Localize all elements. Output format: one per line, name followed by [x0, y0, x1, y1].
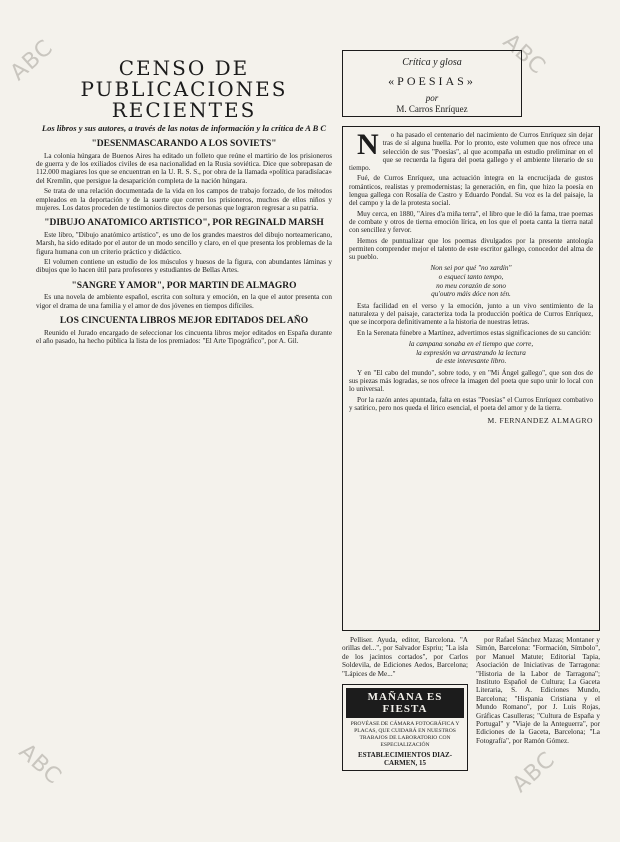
ad-address: ESTABLECIMIENTOS DIAZ-CARMEN, 15 — [357, 751, 453, 768]
advertisement — [342, 684, 468, 771]
ad-title: MAÑANA ES FIESTA — [346, 688, 464, 718]
watermark: ABC — [5, 35, 59, 86]
article-heading: "SANGRE Y AMOR", POR MARTIN DE ALMAGRO — [71, 280, 297, 291]
book-list-text: Pelliser. Ayuda, editor, Barcelona. "A orillas del...", por Salvador Espriu; "La isla de los jacintos cortados", por Carlos Soldevila, de Ediciones Aedos, Barcelona; "Lápices de Me..." — [342, 636, 468, 678]
article-paragraph: El volumen contiene un estudio de los músculos y huesos de la figura, con abundantes láminas y dibujos que lo hacen útil para profesores y estudiantes de Bellas Artes. — [36, 258, 332, 275]
article-paragraph: La colonia húngara de Buenos Aires ha editado un folleto que reúne el martirio de los prisioneros de guerra y de los exiliados civiles de esa nacionalidad en la Rusia soviética. Dice que sobrepasan de 112.000 magiares los que se encuentran en la U. R. S. S., por obra de la llamada «política paradisíaca» del Kremlin, que persigue la desaparición completa de la nación húngara. — [36, 151, 332, 185]
essay-paragraph: En la Serenata fúnebre a Martínez, advertimos estas significaciones de su canción: — [357, 328, 592, 337]
essay-paragraph: Y en "El cabo del mundo", sobre todo, y en "Mi Ángel gallego", que son dos de sus piezas más logradas, se nos ofrece la imagen del poeta que supo unir lo local con lo universal. — [349, 368, 593, 394]
article-heading: "DIBUJO ANATOMICO ARTISTICO", POR REGINALD MARSH — [44, 218, 324, 229]
essay-paragraph: Esta facilidad en el verso y la emoción, junto a un vivo sentimiento de la naturaleza y del paisaje, caracteriza toda la producción poética de Curros Enríquez, que se incorpora definitivamente a la historia de nuestras letras. — [349, 301, 593, 327]
essay-paragraph: Fué, de Curros Enríquez, una actuación íntegra en la encrucijada de gustos románticos, realistas y premodernistas; la generación, en fin, que hizo la poesía en lengua gallega con Rosalía de Castro y Eduardo Pondal. Su voz es la del paisaje, la del campo y la de la protesta social. — [349, 174, 593, 208]
drop-cap: N — [357, 128, 379, 161]
article-heading: "DESENMASCARANDO A LOS SOVIETS" — [91, 139, 277, 149]
review-by: por — [425, 93, 439, 103]
review-author: M. Carros Enríquez — [396, 104, 468, 114]
book-list-continued — [342, 636, 468, 836]
book-list-column — [476, 636, 600, 836]
article-cincuenta-libros — [36, 316, 332, 345]
watermark: ABC — [497, 29, 551, 80]
article-sangre-y-amor — [36, 281, 332, 310]
article-soviets — [36, 139, 332, 212]
review-title: «POESIAS» — [388, 74, 476, 88]
poetry-review-header — [342, 50, 522, 117]
ad-body: PROVÉASE DE CÁMARA FOTOGRÁFICA Y PLACAS, QUE CUIDARÁ EN NUESTROS TRABAJOS DE LABORATORIO CON ESPECIALIZACIÓN — [350, 721, 460, 749]
lower-right-area — [342, 636, 600, 836]
article-heading: LOS CINCUENTA LIBROS MEJOR EDITADOS DEL AÑO — [59, 316, 309, 327]
article-paragraph: Reunido el Jurado encargado de seleccionar los cincuenta libros mejor editados en España durante el año pasado, ha hecho pública la lista de los premiados: "El Arte Tipográfico", por A. Gil. — [36, 328, 332, 346]
essay-paragraph: Hemos de puntualizar que los poemas divulgados por la presente antología permiten comprender mejor el talento de este escritor gallego, conocedor del alma de su pueblo. — [349, 236, 593, 262]
article-paragraph: Se trata de una relación documentada de la vida en los campos de trabajo forzado, de los métodos empleados en la deportación y de la suerte que corren los prisioneros, muchos de ellos niños y mujeres. Los datos proceden de testimonios directos de personas que lograron regresar a su patria. — [36, 187, 332, 212]
article-paragraph: Es una novela de ambiente español, escrita con soltura y emoción, en la que el autor presenta con vigor el drama de una familia y el amor de dos jóvenes en tiempos difíciles. — [36, 293, 332, 310]
review-kicker: Crítica y glosa — [402, 57, 462, 68]
book-list-text: por Rafael Sánchez Mazas; Montaner y Simón, Barcelona: "Formación, Símbolo", por Manuel Matute; Editorial Tapia, Asociación de Iniciativas de Tarragona: "Historia de la Labor de Tarragona"; Instituto Español de Cultura; La Gaceta Literaria, S. A. Ediciones Mundo, Barcelona; "Hispania Cristiana y el Mundo Romano", por J. Luis Rojas, Gráficas Casulleras; "Cultura de España y Portugal" y "Viaje de la Anteguerra", por Ediciones de la Gaceta, Barcelona; "La Fotografía", por Ramón Gómez. — [476, 636, 600, 745]
essay-paragraph: N o ha pasado el centenario del nacimiento de Curros Enríquez sin dejar tras de sí alguna huella. Por lo pronto, este volumen que nos ofrece una selección de sus "Poesías", al que acompaña un estudio preliminar en el que se recuerda la figura del poeta gallego y el ambiente literario de su tiempo. — [349, 128, 593, 173]
quoted-verse: Non sei por qué "no xardín" o esqueci tanto tempo, no meu corazón de sono qu'outro máis dóce non tén. — [430, 264, 512, 299]
essay-signature: M. FERNANDEZ ALMAGRO — [487, 416, 593, 426]
essay-paragraph: Muy cerca, en 1880, "Aires d'a miña terra", el libro que le dió la fama, trae poemas de combate y otros de tierna emoción lírica, en los que el poeta canta la tierra natal con sencillez y fervor. — [349, 209, 593, 235]
review-essay — [342, 126, 600, 631]
section-subtitle: Los libros y sus autores, a través de las notas de información y la crítica de A B C — [41, 123, 327, 133]
left-column — [36, 58, 332, 838]
essay-paragraph: Por la razón antes apuntada, falta en estas "Poesías" el Curros Enríquez combativo y satírico, pero nos queda el lírico esencial, el poeta del amor y de la tierra. — [349, 395, 593, 412]
article-dibujo — [36, 218, 332, 275]
quoted-verse: la campana sonaba en el tiempo que corre, la expresión va arrastrando la lectura de este interesante libro. — [408, 340, 534, 366]
article-paragraph: Este libro, "Dibujo anatómico artístico", es uno de los grandes maestros del dibujo norteamericano, Marsh, ha sido editado por el autor de un modo sencillo y claro, en el que presenta los problemas de la figura humana con un criterio práctico y didáctico. — [36, 230, 332, 256]
watermark: ABC — [507, 747, 561, 798]
section-title: CENSO DE PUBLICACIONES RECIENTES — [80, 58, 288, 122]
watermark: ABC — [13, 739, 67, 790]
